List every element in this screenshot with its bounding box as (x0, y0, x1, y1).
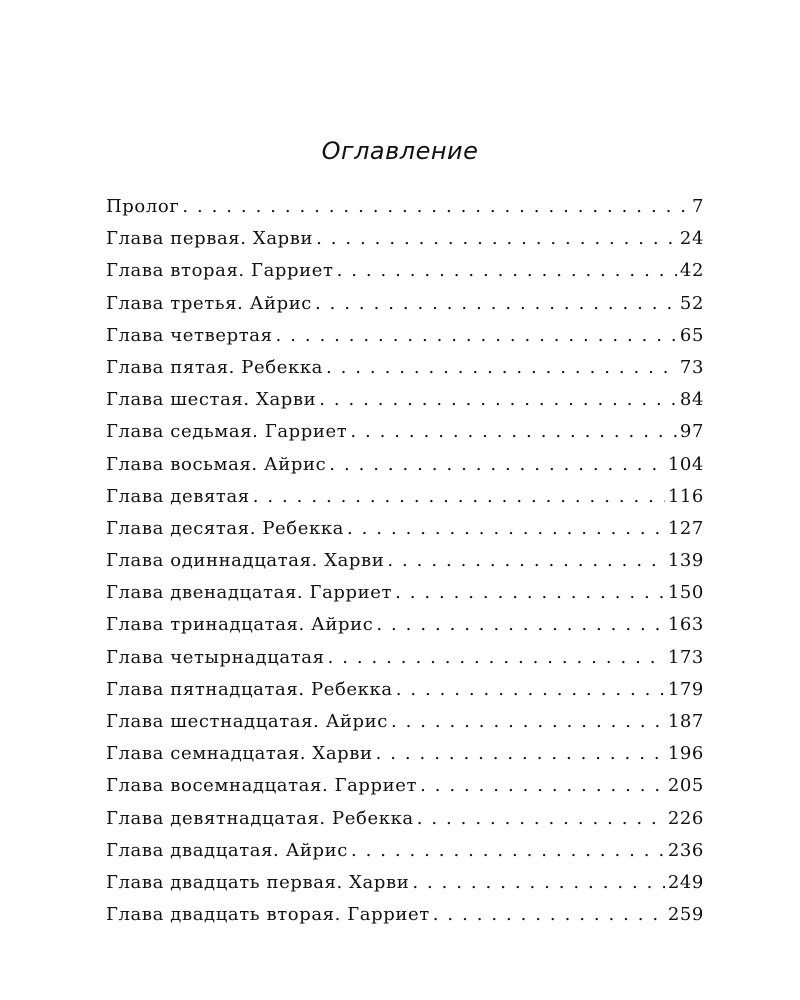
toc-entry-page-number: 127 (667, 517, 704, 539)
toc-dot-leader (412, 872, 665, 893)
toc-entry (106, 711, 704, 743)
toc-entry-label: Глава пятая. Ребекка (106, 356, 323, 378)
toc-entry-label: Глава вторая. Гарриет (106, 260, 334, 282)
toc-dot-leader (276, 325, 677, 346)
toc-entry-label: Глава восьмая. Айрис (106, 453, 327, 475)
toc-entry-label: Глава девятая (106, 485, 250, 507)
toc-entry (106, 486, 704, 518)
toc-entry-label: Глава двадцать вторая. Гарриет (106, 904, 430, 926)
toc-dot-leader (253, 486, 665, 507)
toc-entry (106, 228, 704, 260)
toc-entry (106, 872, 704, 904)
toc-entry (106, 904, 704, 936)
toc-entry (106, 679, 704, 711)
toc-dot-leader (182, 196, 689, 217)
toc-entry-page-number: 24 (679, 228, 704, 250)
toc-entry-label: Глава восемнадцатая. Гарриет (106, 775, 418, 797)
toc-dot-leader (396, 679, 665, 700)
toc-entry (106, 293, 704, 325)
toc-entry-label: Глава одиннадцатая. Харви (106, 550, 385, 572)
toc-dot-leader (417, 808, 665, 829)
toc-entry-page-number: 259 (667, 904, 704, 926)
toc-entry (106, 840, 704, 872)
toc-entry (106, 421, 704, 453)
toc-entry (106, 196, 704, 228)
toc-dot-leader (319, 389, 677, 410)
toc-entry (106, 614, 704, 646)
toc-entry-page-number: 52 (679, 292, 704, 314)
toc-entry-page-number: 249 (667, 871, 704, 893)
toc-entry-page-number: 104 (667, 453, 704, 475)
toc-entry (106, 550, 704, 582)
toc-entry-page-number: 84 (679, 389, 704, 411)
toc-dot-leader (433, 904, 665, 925)
toc-entry-label: Глава четырнадцатая (106, 646, 325, 668)
toc-entry-label: Глава семнадцатая. Харви (106, 743, 373, 765)
toc-entry (106, 357, 704, 389)
toc-dot-leader (350, 421, 677, 442)
toc-entry-page-number: 42 (679, 260, 704, 282)
toc-entry (106, 325, 704, 357)
toc-entry-page-number: 73 (679, 356, 704, 378)
toc-entry-page-number: 179 (667, 678, 704, 700)
toc-dot-leader (376, 743, 665, 764)
toc-list (106, 196, 704, 936)
toc-entry-page-number: 163 (667, 614, 704, 636)
toc-entry-page-number: 196 (667, 743, 704, 765)
toc-entry-label: Глава девятнадцатая. Ребекка (106, 807, 414, 829)
toc-entry-page-number: 173 (667, 646, 704, 668)
toc-dot-leader (376, 614, 664, 635)
toc-entry-label: Глава шестнадцатая. Айрис (106, 711, 388, 732)
toc-entry-label: Глава шестая. Харви (106, 389, 317, 411)
toc-entry (106, 743, 704, 775)
toc-entry-page-number: 205 (667, 775, 704, 797)
toc-entry-page-number: 150 (667, 582, 704, 604)
toc-dot-leader (315, 293, 677, 314)
toc-entry (106, 389, 704, 421)
toc-entry-page-number: 116 (667, 485, 704, 507)
toc-entry-label: Глава пятнадцатая. Ребекка (106, 678, 393, 700)
toc-dot-leader (391, 711, 665, 732)
toc-dot-leader (387, 550, 664, 571)
toc-entry (106, 518, 704, 550)
toc-dot-leader (328, 647, 665, 668)
toc-entry-page-number: 7 (691, 196, 704, 217)
toc-entry-label: Глава двенадцатая. Гарриет (106, 582, 393, 604)
toc-entry (106, 775, 704, 807)
toc-dot-leader (337, 260, 677, 281)
toc-title: Оглавление (321, 137, 479, 165)
toc-dot-leader (329, 454, 665, 475)
toc-entry-page-number: 139 (667, 550, 704, 572)
toc-entry-label: Пролог (106, 196, 180, 217)
toc-entry (106, 647, 704, 679)
toc-entry-page-number: 65 (679, 324, 704, 346)
toc-entry-label: Глава первая. Харви (106, 228, 314, 250)
toc-entry-label: Глава третья. Айрис (106, 292, 312, 314)
toc-dot-leader (347, 518, 665, 539)
toc-entry-label: Глава двадцатая. Айрис (106, 839, 348, 861)
toc-entry-label: Глава десятая. Ребекка (106, 517, 345, 539)
toc-entry-label: Глава седьмая. Гарриет (106, 421, 348, 443)
toc-entry-page-number: 226 (667, 807, 704, 829)
toc-entry-label: Глава четвертая (106, 324, 273, 346)
toc-entry-page-number: 187 (667, 711, 704, 732)
toc-entry (106, 260, 704, 292)
toc-entry-page-number: 236 (667, 839, 704, 861)
toc-dot-leader (326, 357, 677, 378)
toc-entry-label: Глава тринадцатая. Айрис (106, 614, 374, 636)
toc-entry (106, 808, 704, 840)
toc-dot-leader (420, 775, 665, 796)
toc-entry (106, 454, 704, 486)
toc-entry (106, 582, 704, 614)
toc-entry-label: Глава двадцать первая. Харви (106, 871, 410, 893)
toc-dot-leader (351, 840, 665, 861)
toc-dot-leader (316, 228, 677, 249)
toc-entry-page-number: 97 (679, 421, 704, 443)
toc-dot-leader (395, 582, 665, 603)
